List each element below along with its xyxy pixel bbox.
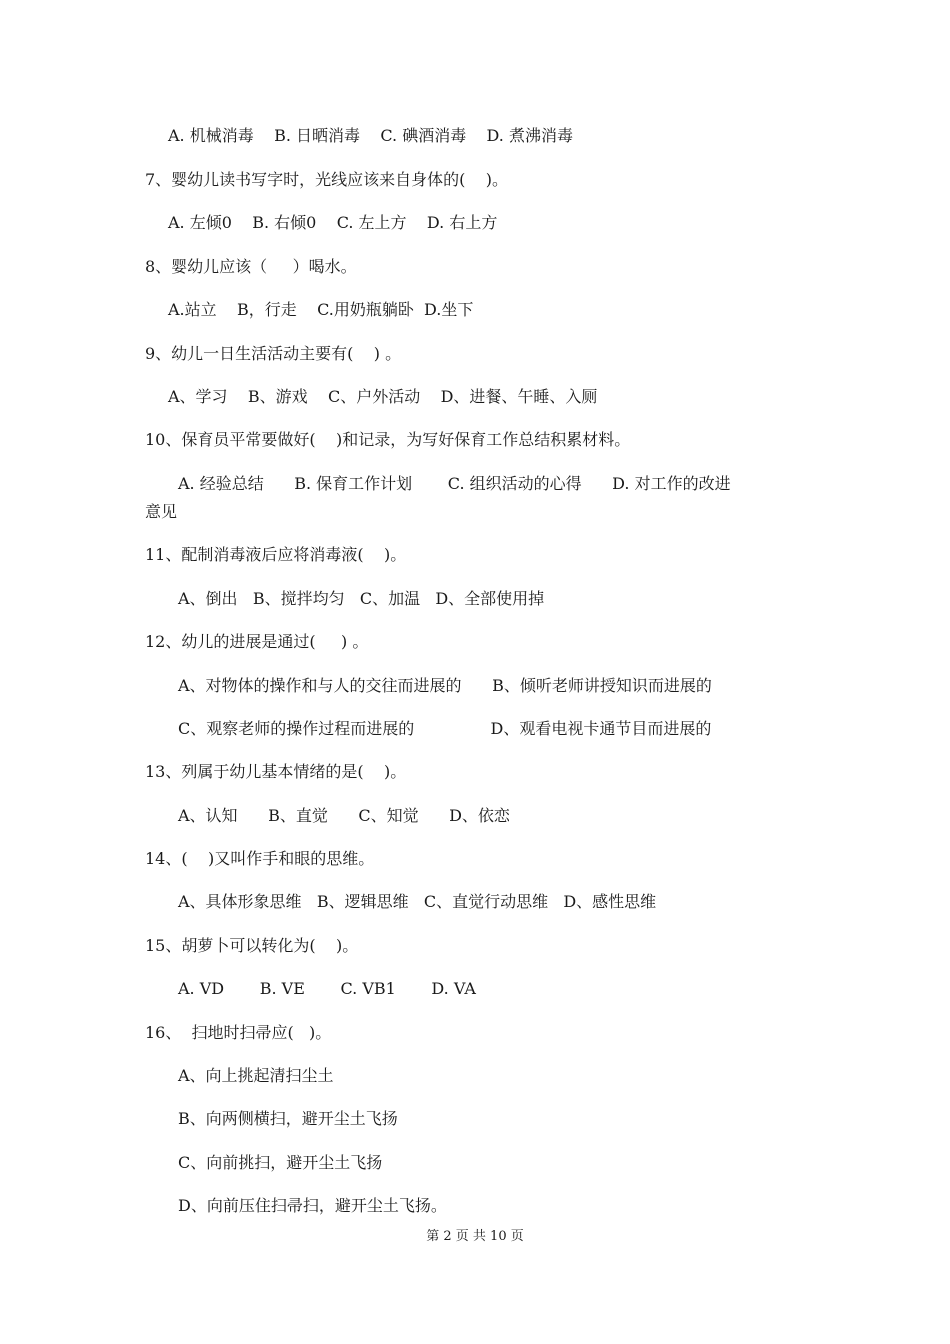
page-number-footer <box>0 1228 950 1246</box>
question-16: 16、 扫地时扫帚应( )。 <box>145 1023 332 1042</box>
question-14: 14、( )又叫作手和眼的思维。 <box>145 849 375 868</box>
question-12: 12、幼儿的进展是通过( ) 。 <box>145 632 369 651</box>
page-number-text: 第 2 页 共 10 页 <box>426 1229 524 1244</box>
question-16-option-b: B、向两侧横扫，避开尘土飞扬 <box>178 1109 398 1128</box>
question-12-options-ab: A、对物体的操作和与人的交往而进展的 B、倾听老师讲授知识而进展的 <box>178 676 712 695</box>
question-15-options: A. VD B. VE C. VB1 D. VA <box>178 979 476 998</box>
question-16-option-c: C、向前挑扫，避开尘土飞扬 <box>178 1153 383 1172</box>
question-12-options-cd: C、观察老师的操作过程而进展的 D、观看电视卡通节目而进展的 <box>178 719 712 738</box>
question-10: 10、保育员平常要做好( )和记录，为写好保育工作总结积累材料。 <box>145 430 631 449</box>
question-10-options: A. 经验总结 B. 保育工作计划 C. 组织活动的心得 D. 对工作的改进 <box>178 474 731 493</box>
question-13: 13、列属于幼儿基本情绪的是( )。 <box>145 762 407 781</box>
question-8: 8、婴幼儿应该（ ）喝水。 <box>145 257 357 276</box>
question-16-option-d: D、向前压住扫帚扫，避开尘土飞扬。 <box>178 1196 447 1215</box>
question-13-options: A、认知 B、直觉 C、知觉 D、依恋 <box>178 806 510 825</box>
question-11: 11、配制消毒液后应将消毒液( )。 <box>145 545 407 564</box>
question-7: 7、婴幼儿读书写字时，光线应该来自身体的( )。 <box>145 170 509 189</box>
question-6-options: A. 机械消毒 B. 日晒消毒 C. 碘酒消毒 D. 煮沸消毒 <box>168 126 573 145</box>
question-7-options: A. 左倾0 B. 右倾0 C. 左上方 D. 右上方 <box>168 213 498 232</box>
question-16-option-a: A、向上挑起清扫尘土 <box>178 1066 334 1085</box>
question-14-options: A、具体形象思维 B、逻辑思维 C、直觉行动思维 D、感性思维 <box>178 892 657 911</box>
question-9: 9、幼儿一日生活活动主要有( ) 。 <box>145 344 402 363</box>
question-15: 15、胡萝卜可以转化为( )。 <box>145 936 359 955</box>
question-8-options: A.站立 B，行走 C.用奶瓶躺卧 D.坐下 <box>168 300 474 319</box>
question-10-options-wrap: 意见 <box>145 502 178 521</box>
question-11-options: A、倒出 B、搅拌均匀 C、加温 D、全部使用掉 <box>178 589 545 608</box>
question-9-options: A、学习 B、游戏 C、户外活动 D、进餐、午睡、入厕 <box>168 387 598 406</box>
